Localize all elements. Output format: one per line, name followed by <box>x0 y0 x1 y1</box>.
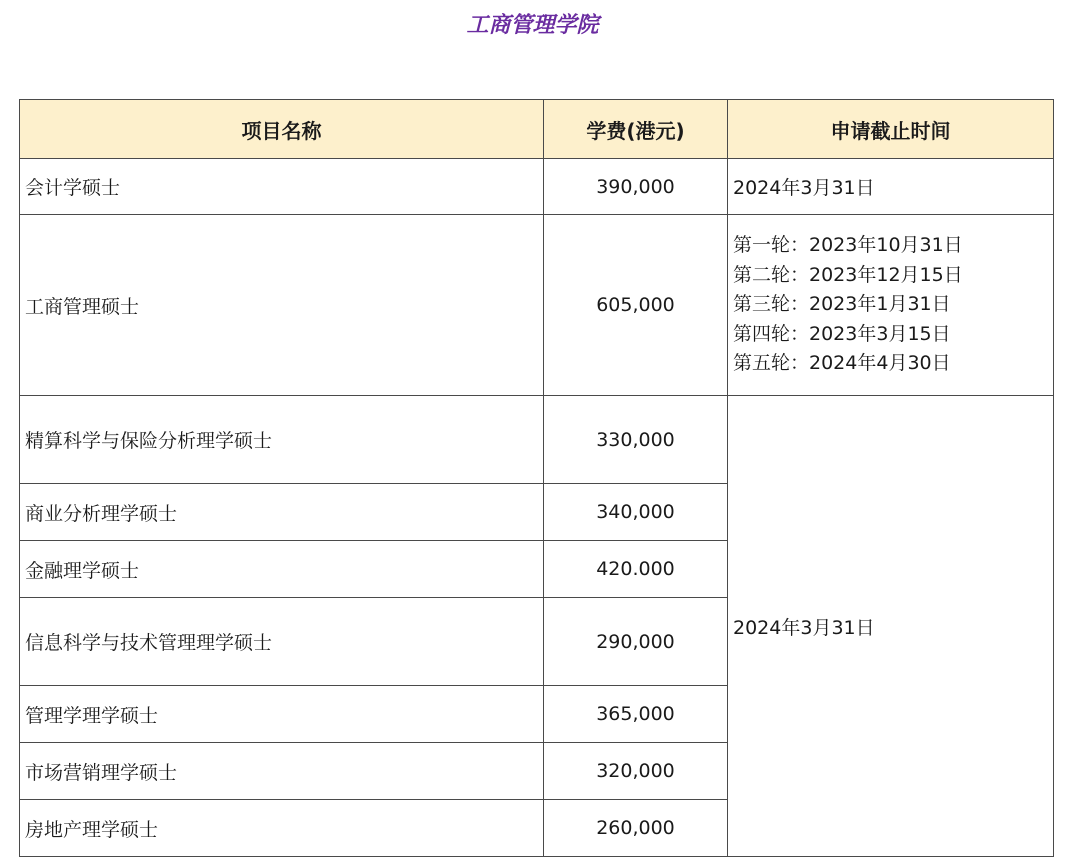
program-name: 市场营销理学硕士 <box>20 743 544 800</box>
program-name: 金融理学硕士 <box>20 541 544 598</box>
tuition-fee: 330,000 <box>544 396 728 484</box>
tuition-fee: 260,000 <box>544 800 728 857</box>
deadline-round: 第三轮：2023年1月31日 <box>733 293 951 316</box>
program-name: 管理学理学硕士 <box>20 686 544 743</box>
tuition-fee: 290,000 <box>544 598 728 686</box>
shared-application-deadline: 2024年3月31日 <box>728 396 1054 857</box>
header-tuition: 学费(港元) <box>544 100 728 159</box>
program-name: 会计学硕士 <box>20 159 544 215</box>
table-row <box>20 215 1054 396</box>
program-name: 商业分析理学硕士 <box>20 484 544 541</box>
deadline-round: 第五轮：2024年4月30日 <box>733 352 951 375</box>
programs-table <box>19 99 1054 857</box>
deadline-round: 第一轮：2023年10月31日 <box>733 234 963 257</box>
tuition-fee: 365,000 <box>544 686 728 743</box>
program-name: 精算科学与保险分析理学硕士 <box>20 396 544 484</box>
header-deadline: 申请截止时间 <box>728 100 1054 159</box>
page-title: 工商管理学院 <box>466 13 599 38</box>
tuition-fee: 320,000 <box>544 743 728 800</box>
program-name: 房地产理学硕士 <box>20 800 544 857</box>
program-name: 工商管理硕士 <box>20 215 544 396</box>
table-header-row <box>20 100 1054 159</box>
program-name: 信息科学与技术管理理学硕士 <box>20 598 544 686</box>
header-program-name: 项目名称 <box>20 100 544 159</box>
tuition-fee: 420.000 <box>544 541 728 598</box>
tuition-fee: 340,000 <box>544 484 728 541</box>
tuition-fee: 605,000 <box>544 215 728 396</box>
deadline-round: 第二轮：2023年12月15日 <box>733 263 963 286</box>
tuition-fee: 390,000 <box>544 159 728 215</box>
table-row <box>20 396 1054 484</box>
deadline-round: 第四轮：2023年3月15日 <box>733 322 951 345</box>
table-row <box>20 159 1054 215</box>
application-deadline-rounds <box>728 215 1054 396</box>
application-deadline: 2024年3月31日 <box>728 159 1054 215</box>
